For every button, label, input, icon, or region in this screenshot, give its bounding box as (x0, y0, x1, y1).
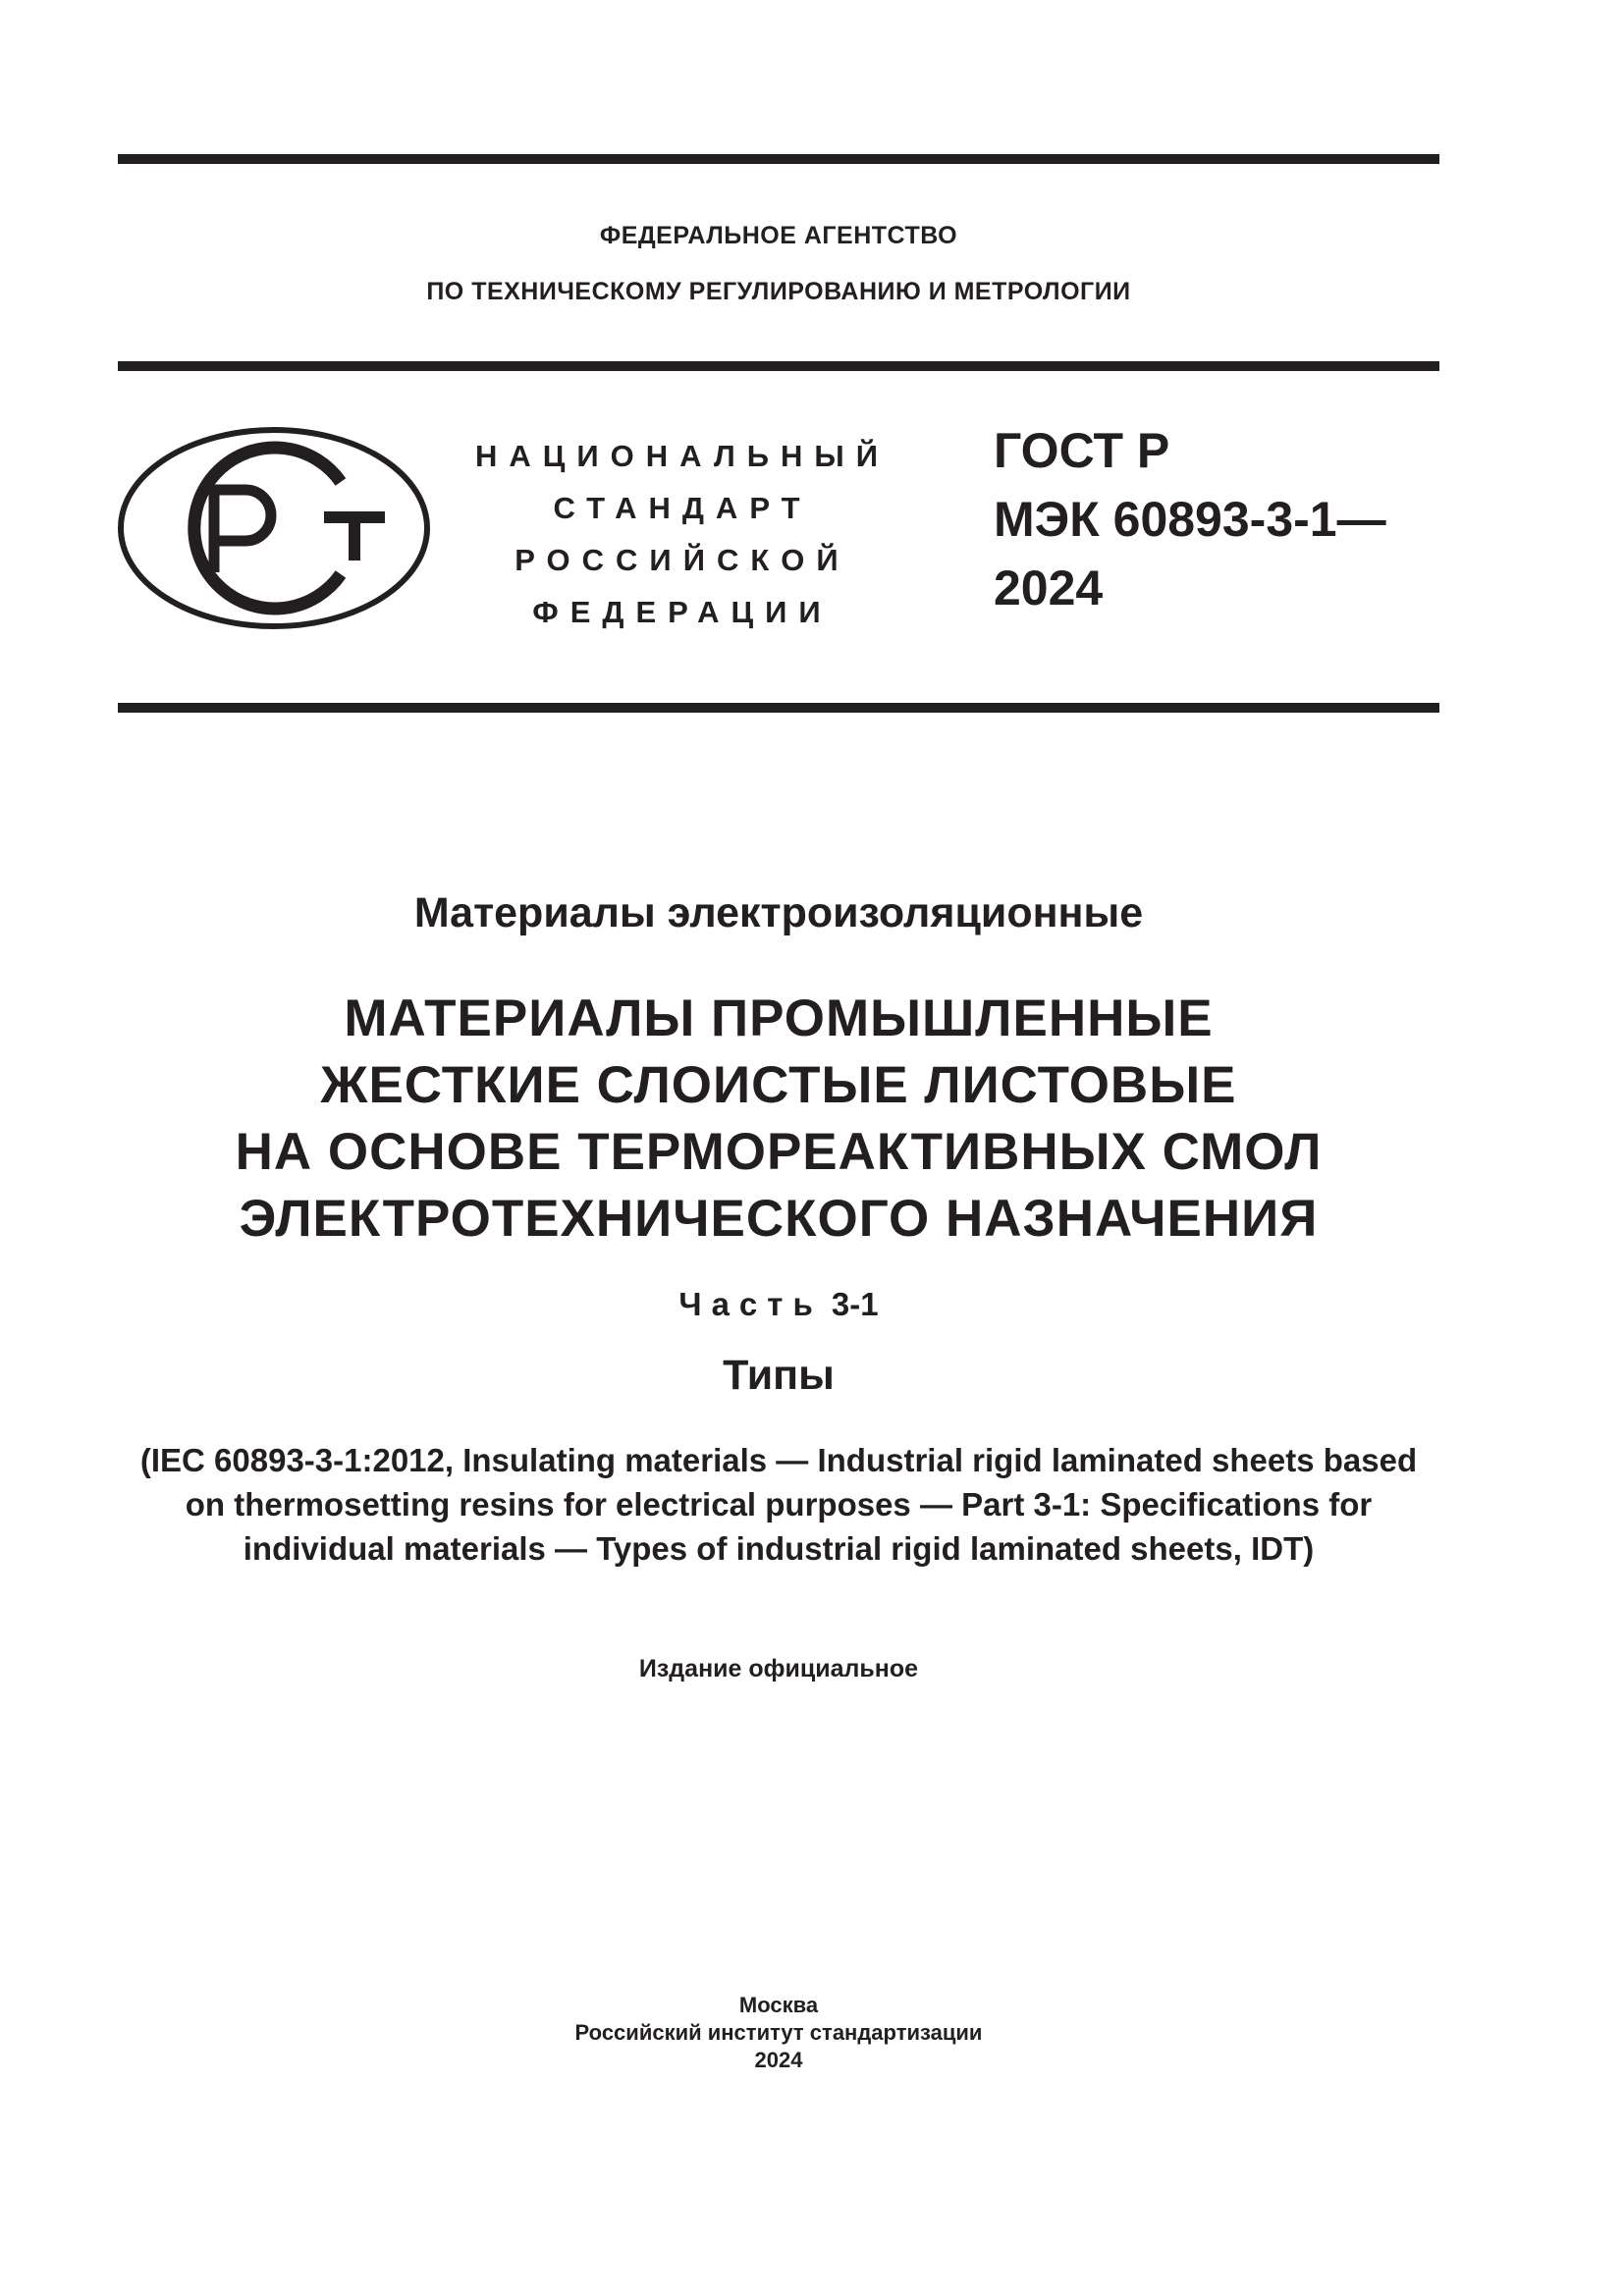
designation-line-3: 2024 (994, 561, 1104, 615)
top-rule (118, 154, 1439, 164)
national-standard-line-1: НАЦИОНАЛЬНЫЙ (474, 439, 891, 473)
designation-rule (118, 703, 1439, 713)
document-subtitle: Материалы электроизоляционные (413, 889, 1144, 936)
document-title-line-2: ЖЕСТКИЕ СЛОИСТЫЕ ЛИСТОВЫЕ (320, 1056, 1237, 1114)
national-standard-line-4: ФЕДЕРАЦИИ (532, 595, 833, 629)
national-standard-line-2: СТАНДАРТ (553, 491, 812, 525)
publisher-city: Москва (738, 1993, 819, 2017)
iec-reference-line-2: on thermosetting resins for electrical purposes — Part 3-1: Specifications for (185, 1486, 1373, 1522)
national-standard-line-3: РОССИЙСКОЙ (514, 543, 850, 577)
publisher-year: 2024 (754, 2048, 803, 2072)
header-rule (118, 361, 1439, 371)
document-title-line-4: ЭЛЕКТРОТЕХНИЧЕСКОГО НАЗНАЧЕНИЯ (239, 1190, 1319, 1248)
designation-line-1: ГОСТ Р (994, 423, 1170, 478)
part-subject: Типы (723, 1352, 835, 1399)
part-word: Часть (678, 1286, 823, 1322)
iec-reference-line-1: (IEC 60893-3-1:2012, Insulating materials — Industrial rigid laminated sheets based (139, 1442, 1418, 1478)
rst-mark-icon (116, 425, 432, 631)
document-title-line-1: МАТЕРИАЛЫ ПРОМЫШЛЕННЫЕ (344, 989, 1214, 1047)
edition-note: Издание официальное (638, 1655, 919, 1682)
part-label (118, 1286, 1439, 1323)
document-title-line-3: НА ОСНОВЕ ТЕРМОРЕАКТИВНЫХ СМОЛ (235, 1123, 1323, 1181)
agency-line-1: ФЕДЕРАЛЬНОЕ АГЕНТСТВО (599, 222, 958, 249)
publisher-institute: Российский институт стандартизации (574, 2020, 983, 2045)
agency-line-2: ПО ТЕХНИЧЕСКОМУ РЕГУЛИРОВАНИЮ И МЕТРОЛОГИИ (426, 278, 1131, 305)
iec-reference-line-3: individual materials — Types of industrial rigid laminated sheets, IDT) (243, 1530, 1315, 1567)
part-number: 3-1 (831, 1286, 879, 1322)
designation-line-2: МЭК 60893-3-1— (994, 492, 1386, 547)
